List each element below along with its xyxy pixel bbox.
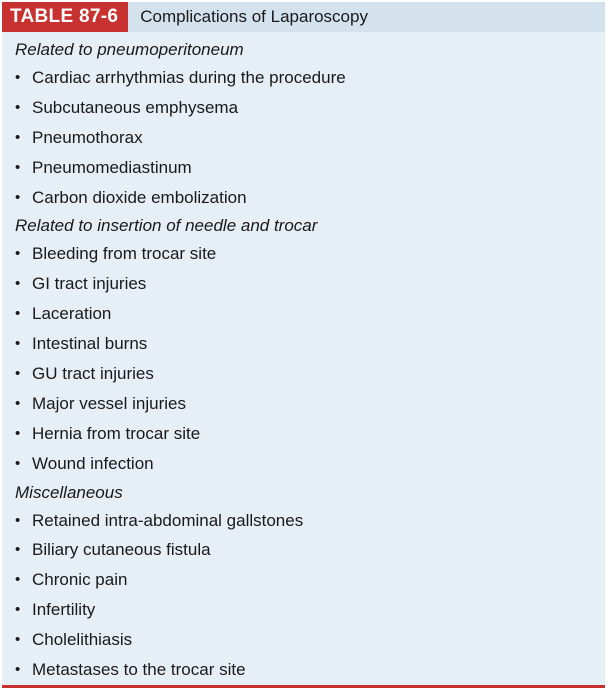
list-item-text: Pneumomediastinum: [32, 157, 192, 177]
list-item: [2, 449, 605, 479]
list-item: [2, 419, 605, 449]
list-item: [2, 595, 605, 625]
table-card: [2, 2, 605, 688]
list-item: [2, 625, 605, 655]
list-item-text: Infertility: [32, 600, 96, 620]
list-item: [2, 269, 605, 299]
list-item-text: Chronic pain: [32, 570, 128, 590]
list-item-text: Subcutaneous emphysema: [32, 97, 239, 117]
bullet-icon: •: [15, 661, 21, 679]
bullet-icon: •: [15, 275, 21, 293]
list-item: [2, 183, 605, 213]
bullet-icon: •: [15, 424, 21, 442]
table-body: [2, 32, 605, 685]
table-title: Complications of Laparoscopy: [140, 7, 368, 26]
bullet-icon: •: [15, 571, 21, 589]
table-header: [2, 2, 605, 32]
bullet-icon: •: [15, 188, 21, 206]
list-item: [2, 153, 605, 183]
list-item-text: Wound infection: [32, 453, 154, 473]
bullet-icon: •: [15, 365, 21, 383]
bullet-icon: •: [15, 511, 21, 529]
bullet-icon: •: [15, 128, 21, 146]
list-item: [2, 123, 605, 153]
section-heading: Related to pneumoperitoneum: [15, 40, 244, 59]
list-item-text: Hernia from trocar site: [32, 423, 201, 443]
list-item-text: Metastases to the trocar site: [32, 660, 246, 680]
list-item: [2, 389, 605, 419]
list-item: [2, 329, 605, 359]
list-item-text: Cardiac arrhythmias during the procedure: [32, 68, 346, 87]
section-heading: Miscellaneous: [15, 482, 123, 502]
list-item: [2, 359, 605, 389]
list-item-text: Carbon dioxide embolization: [32, 187, 247, 207]
list-item-text: GU tract injuries: [32, 364, 154, 384]
list-item-text: Laceration: [32, 304, 112, 324]
list-item-text: Cholelithiasis: [32, 630, 133, 650]
list-item: [2, 655, 605, 685]
bottom-rule: [2, 685, 605, 688]
bullet-icon: •: [15, 245, 21, 263]
list-item-text: GI tract injuries: [32, 274, 147, 294]
bullet-icon: •: [15, 631, 21, 649]
list-item-text: Major vessel injuries: [32, 393, 186, 413]
bullet-icon: •: [15, 158, 21, 176]
list-item-text: Biliary cutaneous fistula: [32, 540, 211, 560]
bullet-icon: •: [15, 335, 21, 353]
bullet-icon: •: [15, 541, 21, 559]
bullet-icon: •: [15, 69, 21, 86]
list-item: [2, 535, 605, 565]
list-item-text: Retained intra-abdominal gallstones: [32, 510, 304, 530]
list-item: [2, 299, 605, 329]
list-item: [2, 63, 605, 93]
list-item-text: Bleeding from trocar site: [32, 244, 217, 264]
table-number-label: TABLE 87-6: [2, 2, 128, 32]
bullet-icon: •: [15, 98, 21, 116]
bullet-icon: •: [15, 454, 21, 472]
list-item: [2, 239, 605, 269]
list-item-text: Pneumothorax: [32, 127, 143, 147]
bullet-icon: •: [15, 305, 21, 323]
bullet-icon: •: [15, 601, 21, 619]
section-heading: Related to insertion of needle and trocar: [15, 216, 318, 236]
list-item-text: Intestinal burns: [32, 334, 148, 354]
list-item: [2, 565, 605, 595]
list-item: [2, 93, 605, 123]
list-item: [2, 506, 605, 536]
bullet-icon: •: [15, 394, 21, 412]
